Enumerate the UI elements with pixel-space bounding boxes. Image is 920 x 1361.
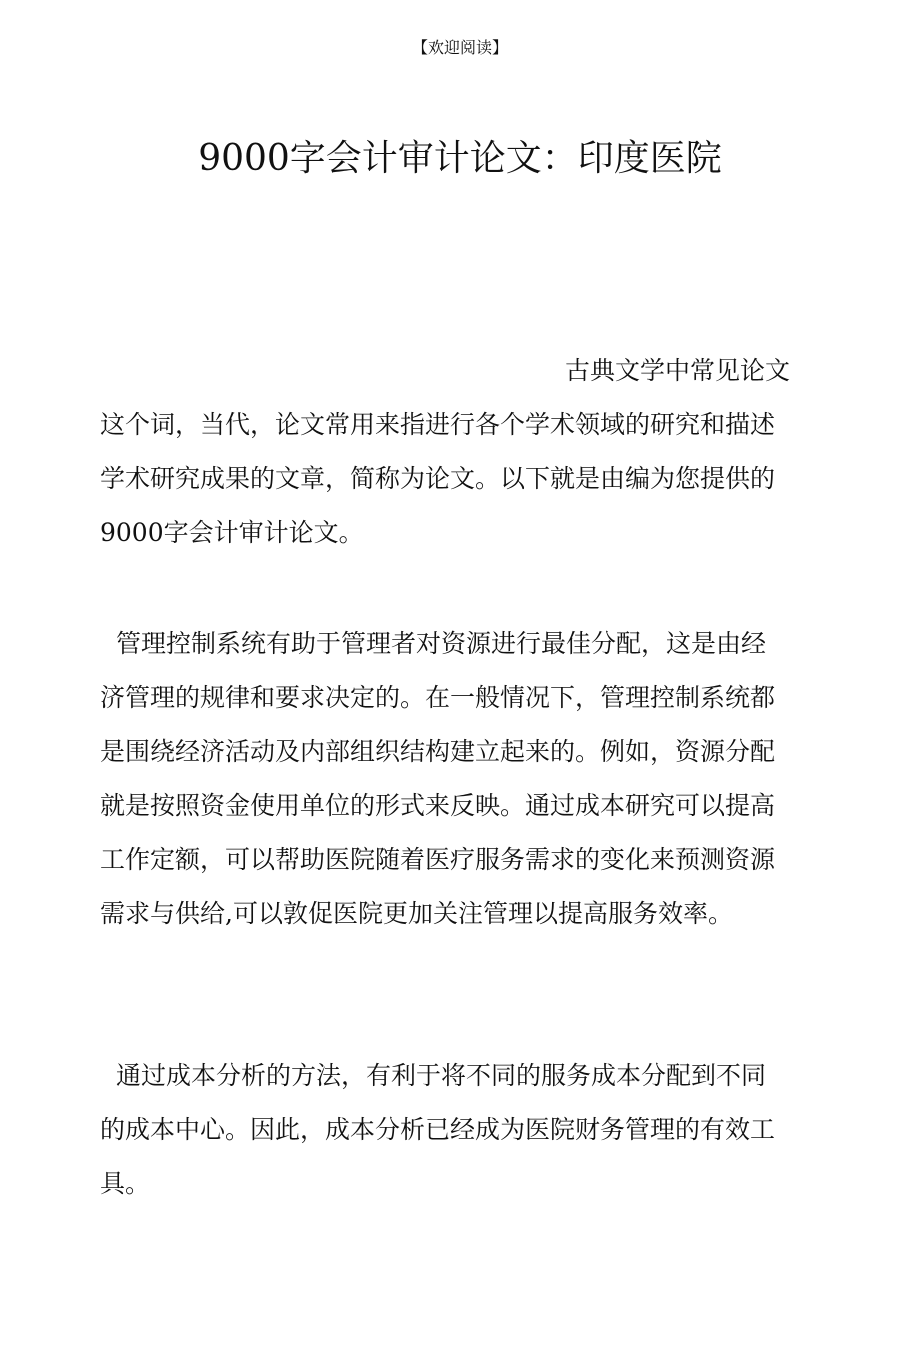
intro-heading: 古典文学中常见论文 bbox=[564, 356, 790, 385]
body-paragraph-cost-analysis: 通过成本分析的方法，有利于将不同的服务成本分配到不同的成本中心。因此，成本分析已经成为医院财务管理的有效工具。 bbox=[100, 1061, 776, 1198]
body-paragraph-management-control: 管理控制系统有助于管理者对资源进行最佳分配，这是由经济管理的规律和要求决定的。在一般情况下，管理控制系统都是围绕经济活动及内部组织结构建立起来的。例如，资源分配就是按照资金使用单位的形式来反映。通过成本研究可以提高工作定额，可以帮助医院随着医疗服务需求的变化来预测资源需求与供给,可以敦促医院更加关注管理以提高服务效率。 bbox=[100, 629, 776, 928]
page-header-note: 【欢迎阅读】 bbox=[411, 38, 508, 57]
document-title: 9000字会计审计论文：印度医院 bbox=[198, 138, 722, 179]
intro-paragraph: 这个词，当代，论文常用来指进行各个学术领域的研究和描述学术研究成果的文章，简称为论文。以下就是由编为您提供的9000字会计审计论文。 bbox=[100, 410, 776, 547]
